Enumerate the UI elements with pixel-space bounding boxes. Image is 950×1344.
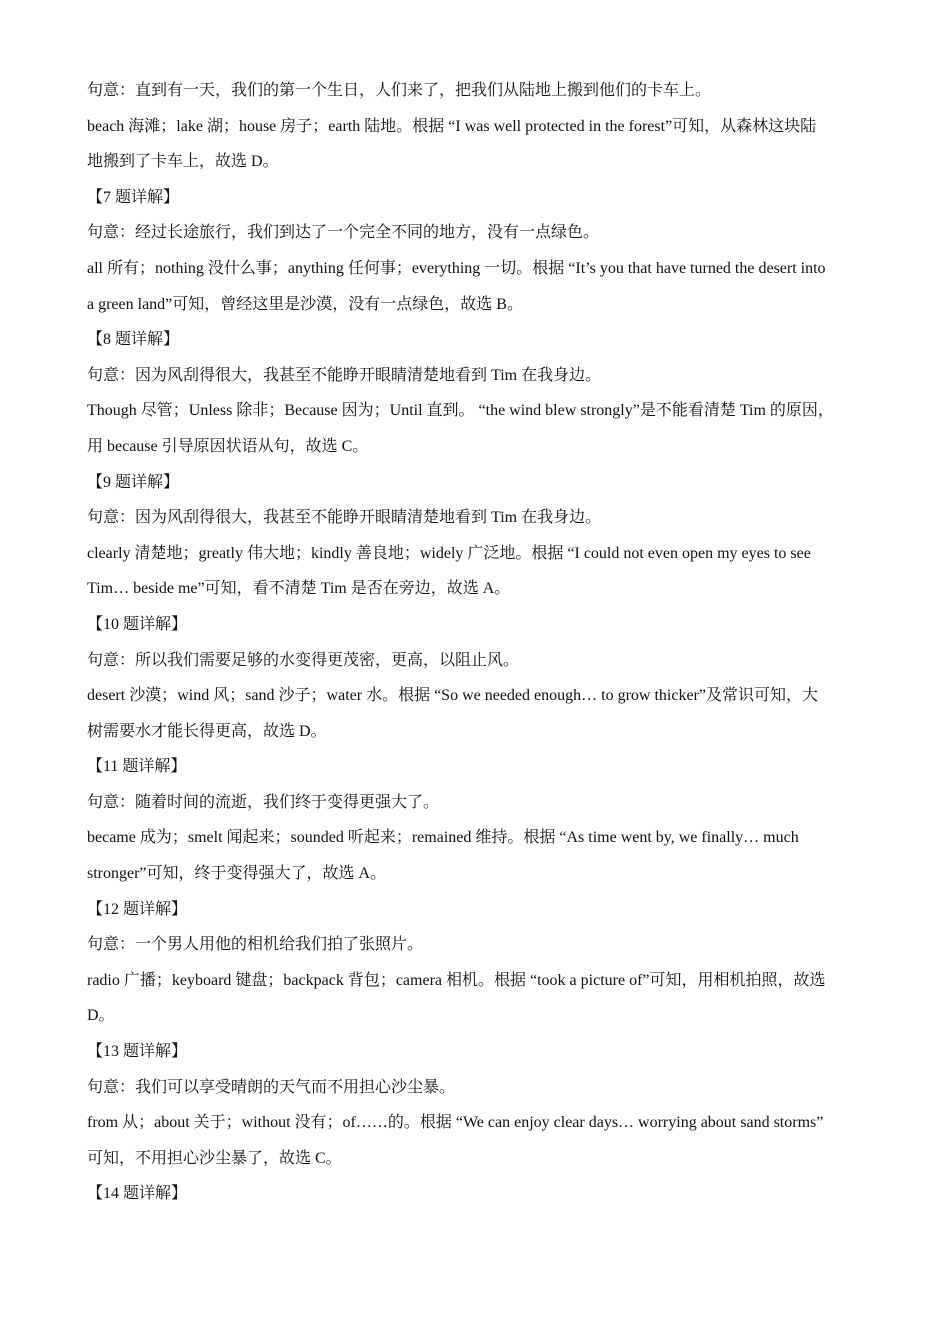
text-line: radio 广播；keyboard 键盘；backpack 背包；camera 相机。根据 “took a picture of”可知，用相机拍照，故选 <box>87 971 826 989</box>
section-heading: 【13 题详解】 <box>87 1043 188 1061</box>
text-line: all 所有；nothing 没什么事；anything 任何事；everything 一切。根据 “It’s you that have turned the desert into <box>87 259 826 277</box>
section-heading: 【9 题详解】 <box>87 473 180 491</box>
text-line: Tim… beside me”可知，看不清楚 Tim 是否在旁边，故选 A。 <box>87 580 511 598</box>
section-heading: 【8 题详解】 <box>87 331 180 349</box>
text-line: Though 尽管；Unless 除非；Because 因为；Until 直到。 “the wind blew strongly”是不能看清楚 Tim 的原因， <box>87 402 834 420</box>
text-line: desert 沙漠；wind 风；sand 沙子；water 水。根据 “So we needed enough… to grow thicker”及常识可知，大 <box>87 687 818 705</box>
text-line: beach 海滩；lake 湖；house 房子；earth 陆地。根据 “I was well protected in the forest”可知，从森林这块陆 <box>87 117 817 135</box>
text-line: 可知，不用担心沙尘暴了，故选 C。 <box>87 1149 342 1167</box>
section-heading: 【12 题详解】 <box>87 900 188 918</box>
text-line: 用 because 引导原因状语从句，故选 C。 <box>87 437 369 455</box>
text-line: 句意：我们可以享受晴朗的天气而不用担心沙尘暴。 <box>87 1078 456 1096</box>
text-line: 句意：一个男人用他的相机给我们拍了张照片。 <box>87 936 424 954</box>
text-line: clearly 清楚地；greatly 伟大地；kindly 善良地；widely 广泛地。根据 “I could not even open my eyes to see <box>87 544 811 562</box>
text-line: a green land”可知，曾经这里是沙漠，没有一点绿色，故选 B。 <box>87 295 523 313</box>
text-line: 句意：所以我们需要足够的水变得更茂密，更高，以阻止风。 <box>87 651 520 669</box>
text-line: 地搬到了卡车上，故选 D。 <box>87 153 279 171</box>
text-line: 句意：随着时间的流逝，我们终于变得更强大了。 <box>87 793 440 811</box>
document-body <box>87 73 867 1212</box>
text-line: stronger”可知，终于变得强大了，故选 A。 <box>87 865 387 883</box>
text-line: became 成为；smelt 闻起来；sounded 听起来；remained 维持。根据 “As time went by, we finally… much <box>87 829 799 847</box>
text-line: 树需要水才能长得更高，故选 D。 <box>87 722 327 740</box>
text-line: 句意：直到有一天，我们的第一个生日，人们来了，把我们从陆地上搬到他们的卡车上。 <box>87 82 712 99</box>
section-heading: 【7 题详解】 <box>87 188 180 206</box>
text-line: from 从；about 关于；without 没有；of……的。根据 “We can enjoy clear days… worrying about sand storms” <box>87 1114 824 1132</box>
section-heading: 【11 题详解】 <box>87 758 187 776</box>
text-line: 句意：因为风刮得很大，我甚至不能睁开眼睛清楚地看到 Tim 在我身边。 <box>87 366 602 384</box>
text-line: 句意：因为风刮得很大，我甚至不能睁开眼睛清楚地看到 Tim 在我身边。 <box>87 509 602 527</box>
section-heading: 【14 题详解】 <box>87 1185 188 1203</box>
text-line: 句意：经过长途旅行，我们到达了一个完全不同的地方，没有一点绿色。 <box>87 224 600 242</box>
section-heading: 【10 题详解】 <box>87 615 188 633</box>
text-line: D。 <box>87 1007 115 1025</box>
